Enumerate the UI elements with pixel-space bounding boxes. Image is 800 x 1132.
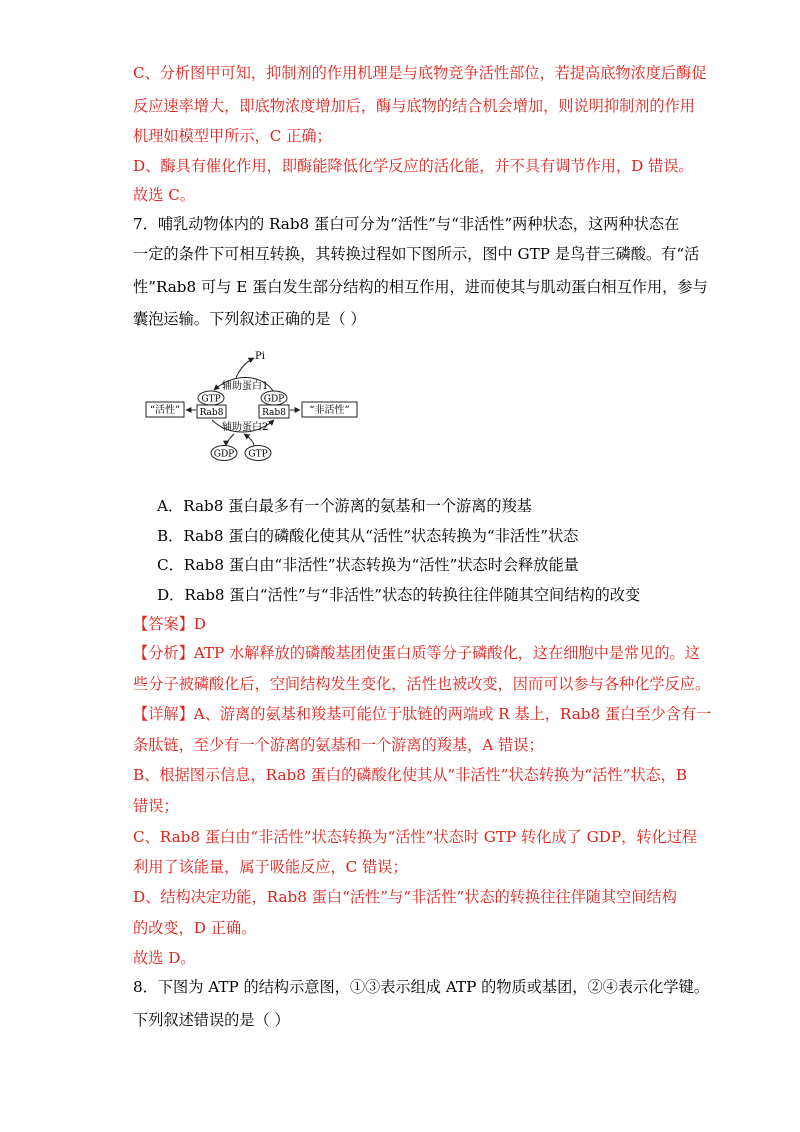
q7-stem-line2: 一定的条件下可相互转换，其转换过程如下图所示，图中 GTP 是鸟苷三磷酸。有“活	[133, 245, 700, 263]
q7-option-c[interactable]: C．Rab8 蛋白由“非活性”状态转换为“活性”状态时会释放能量	[157, 556, 579, 574]
gtp-bottom-label: GTP	[248, 449, 268, 460]
q7-stem-line4: 囊泡运输。下列叙述正确的是（ ）	[133, 310, 366, 328]
q7-analysis-line1: 【分析】ATP 水解释放的磷酸基团使蛋白质等分子磷酸化，这在细胞中是常见的。这	[133, 644, 700, 662]
q8-stem-line1: 8．下图为 ATP 的结构示意图，①③表示组成 ATP 的物质或基团，②④表示化学键。	[133, 978, 709, 996]
q7-option-d[interactable]: D．Rab8 蛋白“活性”与“非活性”状态的转换往往伴随其空间结构的改变	[157, 586, 641, 604]
rab8-left-label: Rab8	[199, 408, 224, 418]
rab8-conversion-diagram	[144, 344, 364, 466]
helper-protein-1-label: 辅助蛋白1	[222, 381, 269, 392]
q7-option-b[interactable]: B．Rab8 蛋白的磷酸化使其从“活性”状态转换为“非活性”状态	[157, 527, 579, 545]
prev-explanation-c-line2: 反应速率增大，即底物浓度增加后，酶与底物的结合机会增加，则说明抑制剂的作用	[133, 97, 695, 115]
q7-option-a[interactable]: A．Rab8 蛋白最多有一个游离的氨基和一个游离的羧基	[157, 497, 532, 515]
gtp-left-label: GTP	[201, 394, 221, 405]
q7-detail-a-line2: 条肽链，至少有一个游离的氨基和一个游离的羧基，A 错误；	[133, 736, 544, 754]
pi-release-arrow	[236, 358, 254, 378]
q7-detail-b-line1: B、根据图示信息，Rab8 蛋白的磷酸化使其从“非活性”状态转换为“活性”状态，B	[133, 766, 688, 784]
q7-analysis-line2: 些分子被磷酸化后，空间结构发生变化，活性也被改变，因而可以参与各种化学反应。	[133, 675, 711, 693]
gdp-right-label: GDP	[263, 394, 285, 405]
prev-explanation-c-line3: 机理如模型甲所示，C 正确；	[133, 127, 332, 145]
q7-stem-line1: 7．哺乳动物体内的 Rab8 蛋白可分为“活性”与“非活性”两种状态，这两种状态在	[133, 215, 680, 233]
q7-detail-c-line1: C、Rab8 蛋白由“非活性”状态转换为“活性”状态时 GTP 转化成了 GDP，转化过程	[133, 828, 698, 846]
q7-detail-b-line2: 错误；	[133, 797, 179, 815]
q8-stem-line2: 下列叙述错误的是（ ）	[133, 1011, 290, 1029]
prev-explanation-c-line1: C、分析图甲可知，抑制剂的作用机理是与底物竞争活性部位，若提高底物浓度后酶促	[133, 64, 707, 82]
gdp-release-arrow	[226, 434, 234, 446]
q7-stem-line3: 性”Rab8 可与 E 蛋白发生部分结构的相互作用，进而使其与肌动蛋白相互作用，参与	[133, 278, 708, 296]
q7-detail-d-line1: D、结构决定功能，Rab8 蛋白“活性”与“非活性”状态的转换往往伴随其空间结构	[133, 888, 677, 906]
inactive-state-label: “非活性”	[309, 405, 350, 416]
active-state-label: “活性”	[149, 405, 181, 416]
prev-explanation-d-line1: D、酶具有催化作用，即酶能降低化学反应的活化能，并不具有调节作用，D 错误。	[133, 157, 694, 175]
q7-detail-c-line2: 利用了该能量，属于吸能反应，C 错误；	[133, 858, 408, 876]
pi-label: Pi	[255, 351, 265, 362]
rab8-right-label: Rab8	[262, 408, 286, 418]
gtp-uptake-arrow	[244, 434, 254, 446]
q7-conclusion: 故选 D。	[133, 949, 196, 967]
q7-detail-d-line2: 的改变，D 正确。	[133, 919, 257, 937]
q7-answer: 【答案】D	[133, 615, 206, 633]
q7-detail-a-line1: 【详解】A、游离的氨基和羧基可能位于肽链的两端或 R 基上，Rab8 蛋白至少含有一	[133, 705, 712, 723]
prev-conclusion: 故选 C。	[133, 186, 196, 204]
gdp-bottom-label: GDP	[213, 449, 235, 460]
helper-protein-2-label: 辅助蛋白2	[222, 422, 269, 433]
